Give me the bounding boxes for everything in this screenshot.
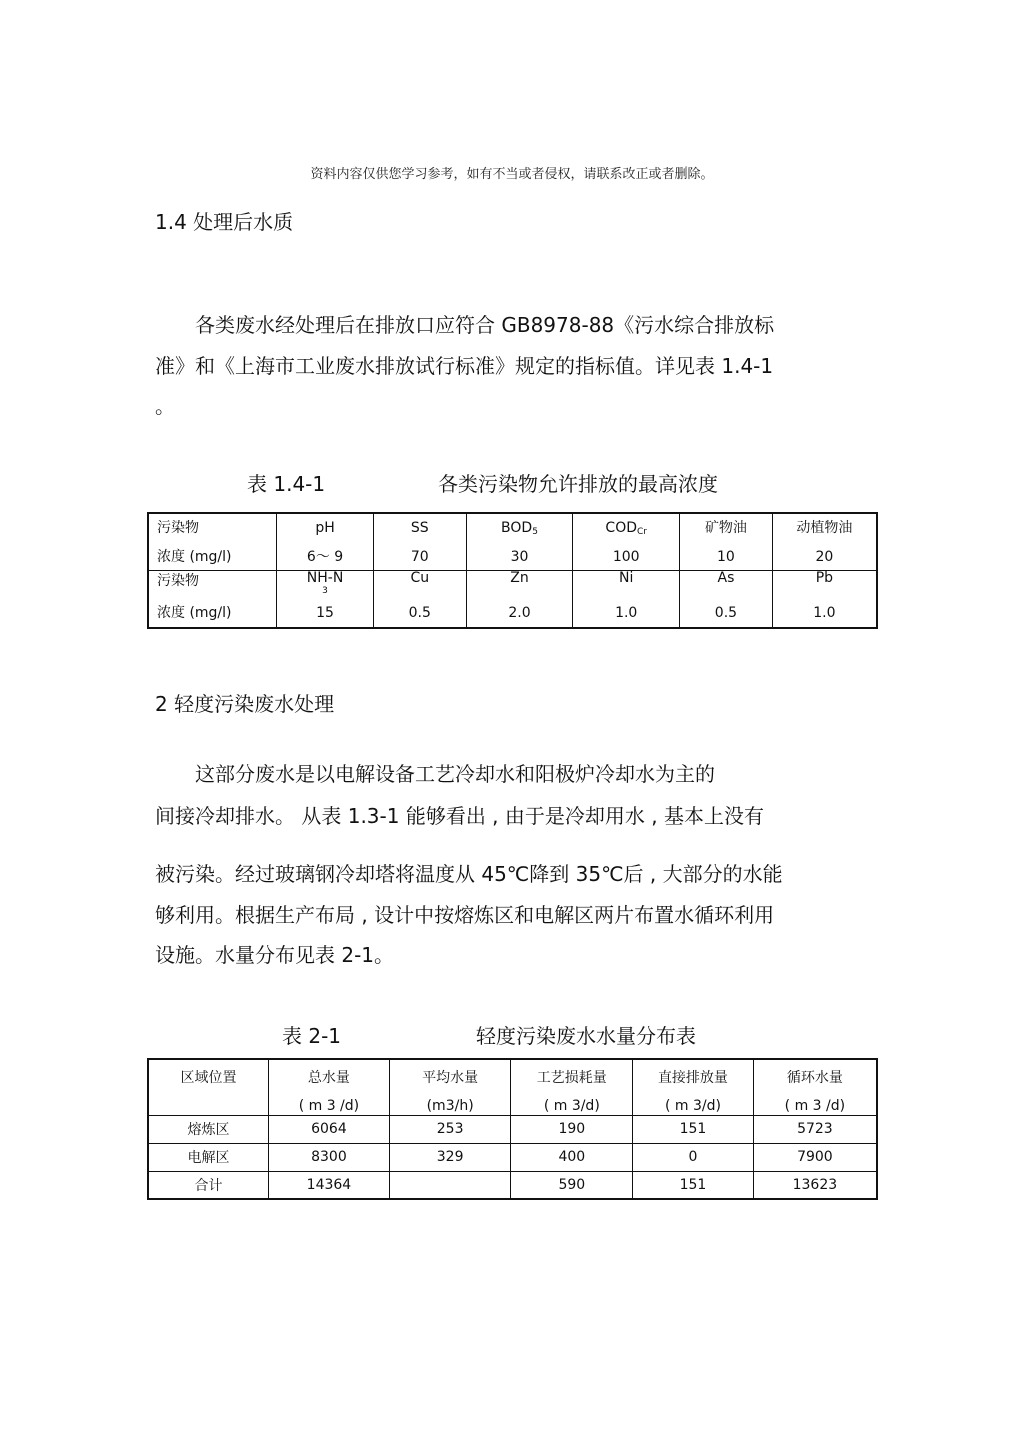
table-caption-number: 表 1.4-1 xyxy=(247,472,326,496)
table-header-cell: 区域位置 xyxy=(148,1059,269,1115)
table-row xyxy=(148,1143,877,1171)
table-header-cell: 循环水量 ( m 3 /d) xyxy=(753,1059,877,1115)
table-cell: 151 xyxy=(633,1171,754,1199)
table-cell: 151 xyxy=(633,1115,754,1143)
table-cell: Zn xyxy=(466,571,573,600)
section-heading-1-4: 1.4 处理后水质 xyxy=(155,210,294,234)
table-cell: Pb xyxy=(772,571,877,600)
table-cell xyxy=(389,1171,511,1199)
table-cell: 1.0 xyxy=(573,599,680,628)
table-cell: $BOD_5$ xyxy=(466,513,573,542)
table-header-cell: 工艺损耗量 ( m 3/d) xyxy=(511,1059,633,1115)
table-cell: 20 xyxy=(772,542,877,571)
table-cell: NH-N 3 xyxy=(277,571,374,600)
paragraph-line: 准》和《上海市工业废水排放试行标准》规定的指标值。详见表 1.4-1 xyxy=(155,354,774,378)
table-cell: $COD_{Cr}$ xyxy=(573,513,680,542)
paragraph-line: 被污染。经过玻璃钢冷却塔将温度从 45℃降到 35℃后 , 大部分的水能 xyxy=(155,862,783,886)
table-cell: pH xyxy=(277,513,374,542)
table-cell: 100 xyxy=(573,542,680,571)
table-cell: 浓度 (mg/l) xyxy=(148,542,277,571)
table-cell: 2.0 xyxy=(466,599,573,628)
table-cell: 污染物 xyxy=(148,513,277,542)
table-cell: 矿物油 xyxy=(680,513,773,542)
table-cell: 8300 xyxy=(269,1143,390,1171)
table-cell: 熔炼区 xyxy=(148,1115,269,1143)
table-cell: 400 xyxy=(511,1143,633,1171)
table-header-row xyxy=(148,1059,877,1115)
table-cell: 7900 xyxy=(753,1143,877,1171)
table-row xyxy=(148,1115,877,1143)
table-cell: 13623 xyxy=(753,1171,877,1199)
table-cell: 合计 xyxy=(148,1171,269,1199)
table-cell: 10 xyxy=(680,542,773,571)
section-heading-2: 2 轻度污染废水处理 xyxy=(155,692,335,716)
paragraph-line: 够利用。根据生产布局 , 设计中按熔炼区和电解区两片布置水循环利用 xyxy=(155,903,775,927)
table-cell: Ni xyxy=(573,571,680,600)
table-row xyxy=(148,542,877,571)
copyright-notice: 资料内容仅供您学习参考，如有不当或者侵权，请联系改正或者删除。 xyxy=(310,167,714,182)
table-cell: 污染物 xyxy=(148,571,277,600)
table-caption-title: 各类污染物允许排放的最高浓度 xyxy=(438,472,718,496)
pollutant-limits-table xyxy=(147,512,878,629)
table-cell: 30 xyxy=(466,542,573,571)
water-distribution-table xyxy=(147,1058,878,1200)
table-cell: 190 xyxy=(511,1115,633,1143)
table-header-cell: 直接排放量 ( m 3/d) xyxy=(633,1059,754,1115)
table-cell: 0.5 xyxy=(680,599,773,628)
table-cell: 590 xyxy=(511,1171,633,1199)
paragraph-line: 这部分废水是以电解设备工艺冷却水和阳极炉冷却水为主的 xyxy=(195,762,715,786)
table-row xyxy=(148,571,877,600)
table-cell: 6064 xyxy=(269,1115,390,1143)
table-cell: 电解区 xyxy=(148,1143,269,1171)
table-cell: 14364 xyxy=(269,1171,390,1199)
table-cell: 浓度 (mg/l) xyxy=(148,599,277,628)
table-row xyxy=(148,1171,877,1199)
table-cell: 5723 xyxy=(753,1115,877,1143)
watermark-decoration xyxy=(405,990,422,1057)
table-cell: 6～ 9 xyxy=(277,542,374,571)
paragraph-line: 各类废水经处理后在排放口应符合 GB8978-88《污水综合排放标 xyxy=(195,313,775,337)
paragraph-line: 设施。水量分布见表 2-1。 xyxy=(155,943,395,967)
table-header-cell: 总水量 ( m 3 /d) xyxy=(269,1059,390,1115)
table-row xyxy=(148,513,877,542)
table-cell: 动植物油 xyxy=(772,513,877,542)
table-caption-number: 表 2-1 xyxy=(282,1024,342,1048)
table-cell: 15 xyxy=(277,599,374,628)
table-cell: SS xyxy=(373,513,466,542)
paragraph-line: 间接冷却排水。 从表 1.3-1 能够看出 , 由于是冷却用水 , 基本上没有 xyxy=(155,804,764,828)
table-row xyxy=(148,599,877,628)
table-cell: 0 xyxy=(633,1143,754,1171)
paragraph-line: 。 xyxy=(155,394,175,418)
table-cell: 329 xyxy=(389,1143,511,1171)
table-caption-title: 轻度污染废水水量分布表 xyxy=(476,1024,696,1048)
table-cell: Cu xyxy=(373,571,466,600)
table-cell: 70 xyxy=(373,542,466,571)
table-cell: 253 xyxy=(389,1115,511,1143)
table-cell: As xyxy=(680,571,773,600)
table-cell: 0.5 xyxy=(373,599,466,628)
table-cell: 1.0 xyxy=(772,599,877,628)
table-header-cell: 平均水量 (m3/h) xyxy=(389,1059,511,1115)
